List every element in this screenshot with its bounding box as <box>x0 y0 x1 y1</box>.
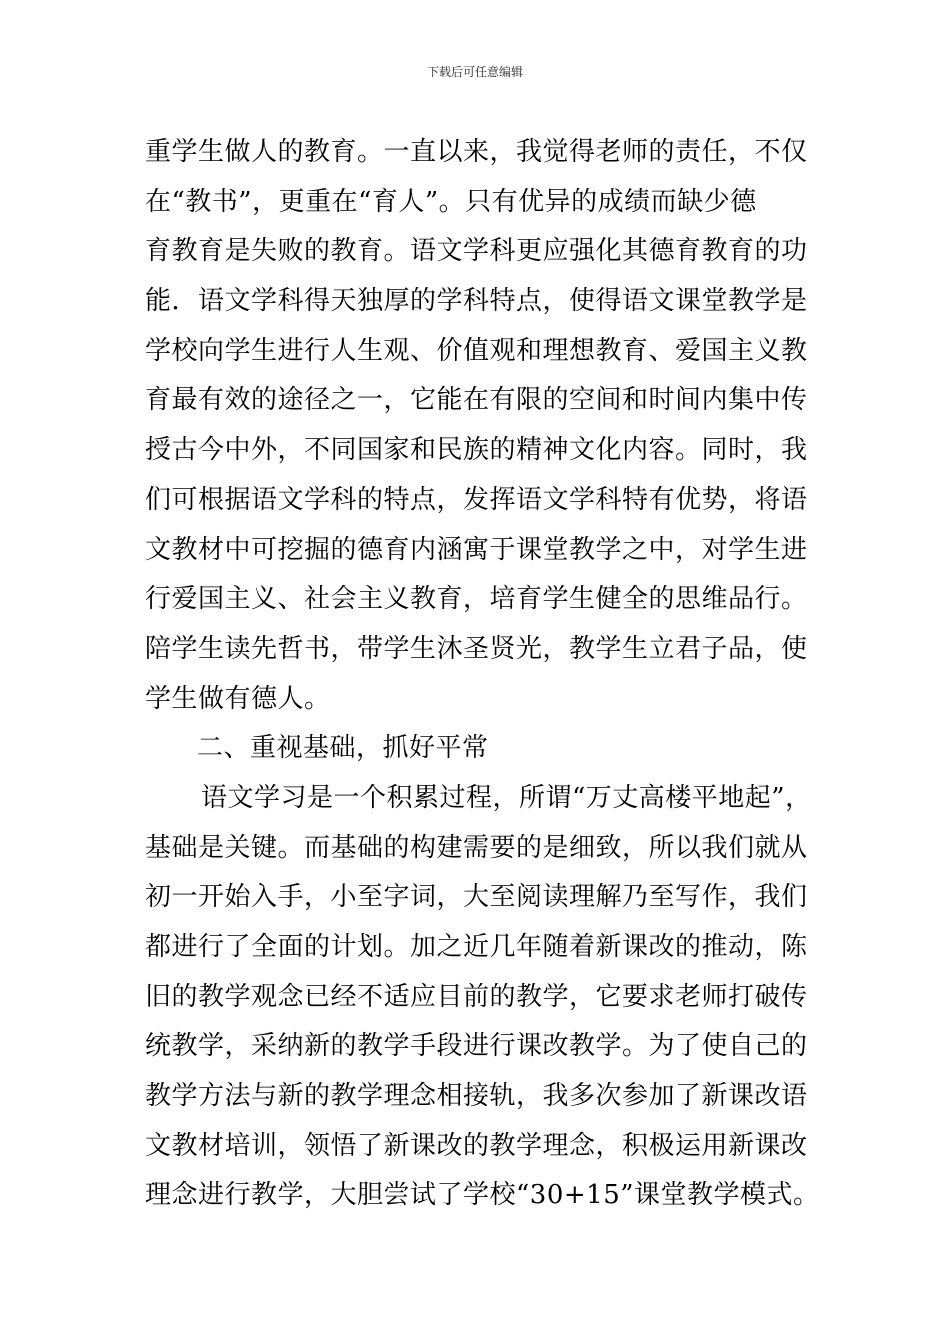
page-header: 下载后可任意编辑 <box>426 65 523 79</box>
paragraph-line: 基础是关键。而基础的构建需要的是细致，所以我们就从 <box>145 832 808 863</box>
paragraph-line: 统教学，采纳新的教学手段进行课改教学。为了使自己的 <box>145 1031 808 1062</box>
paragraph-line: 文教材中可挖掘的德育内涵寓于课堂教学之中，对学生进 <box>145 534 808 565</box>
paragraph-line: 重学生做人的教育。一直以来，我觉得老师的责任，不仅 <box>145 137 808 167</box>
paragraph-line: 理念进行教学，大胆尝试了学校“30+15”课堂教学模式。 <box>145 1180 820 1211</box>
paragraph-line: 旧的教学观念已经不适应目前的教学，它要求老师打破传 <box>145 981 808 1012</box>
paragraph-line: 教学方法与新的教学理念相接轨，我多次参加了新课改语 <box>145 1081 808 1112</box>
paragraph-line: 初一开始入手，小至字词，大至阅读理解乃至写作，我们 <box>145 882 808 913</box>
paragraph-line: 行爱国主义、社会主义教育，培育学生健全的思维品行。 <box>145 584 808 615</box>
paragraph-line: 学生做有德人。 <box>145 683 331 714</box>
paragraph-line: 能．语文学科得天独厚的学科特点，使得语文课堂教学是 <box>145 286 808 317</box>
paragraph-line: 们可根据语文学科的特点，发挥语文学科特有优势，将语 <box>145 484 808 515</box>
paragraph-line: 语文学习是一个积累过程，所谓“万丈高楼平地起”， <box>201 782 812 813</box>
paragraph-line: 学校向学生进行人生观、价值观和理想教育、爱国主义教 <box>145 335 808 366</box>
paragraph-line: 育最有效的途径之一，它能在有限的空间和时间内集中传 <box>145 385 808 416</box>
paragraph-line: 在“教书”，更重在“育人”。只有优异的成绩而缺少德 <box>145 186 757 217</box>
paragraph-line: 陪学生读先哲书，带学生沐圣贤光，教学生立君子品，使 <box>145 633 808 664</box>
document-body <box>145 128 820 1221</box>
paragraph-line: 授古今中外，不同国家和民族的精神文化内容。同时，我 <box>145 435 808 466</box>
paragraph-line: 都进行了全面的计划。加之近几年随着新课改的推动，陈 <box>145 932 808 962</box>
paragraph-line: 文教材培训，领悟了新课改的教学理念，积极运用新课改 <box>145 1130 808 1161</box>
section-heading: 二、重视基础，抓好平常 <box>197 733 489 764</box>
paragraph-line: 育教育是失败的教育。语文学科更应强化其德育教育的功 <box>145 236 808 267</box>
